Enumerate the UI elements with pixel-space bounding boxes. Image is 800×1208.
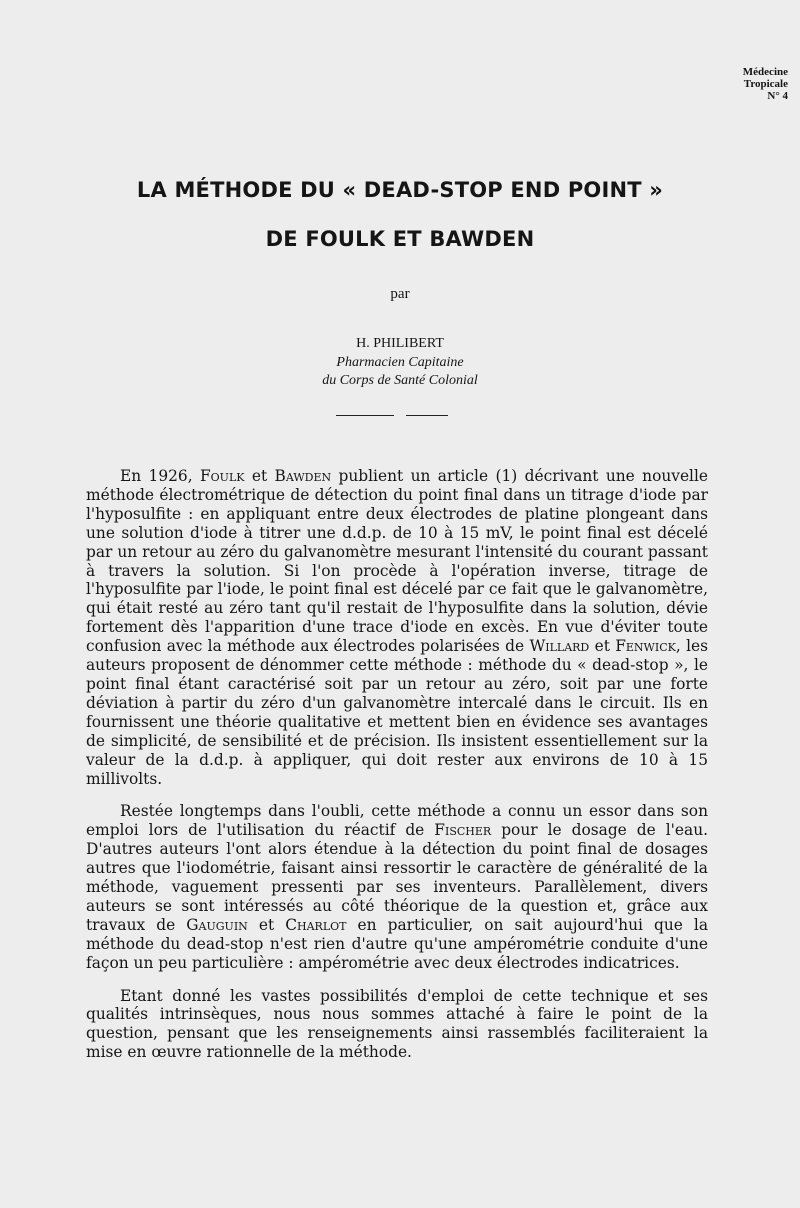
journal-header — [743, 66, 788, 102]
author-affiliation-line2: du Corps de Santé Colonial — [322, 373, 478, 388]
journal-name-line2: Tropicale — [743, 78, 788, 90]
author-name: H. PHILIBERT — [356, 336, 444, 351]
author-name-gauguin: Gauguin — [186, 915, 248, 934]
author-name-charlot: Charlot — [285, 915, 347, 934]
author-name-foulk: Foulk — [199, 467, 245, 485]
article-title-line2: DE FOULK ET BAWDEN — [265, 227, 535, 251]
text-run: , les auteurs proposent de dénommer cette méthode : méthode du « dead-stop », le point final étant caractérisé soit par un retour au zéro, soit par une forte déviation à partir du zéro d'un galvanomètre intercalé dans le circuit. Ils en fournissent une théorie qualitative et mettent bien en évidence ses avantages de simplicité, de sensibilité et de précision. Ils insistent essentiellement sur la valeur de la d.d.p. à appliquer, qui doit rester aux environs de 10 à 15 millivolts. — [86, 637, 708, 788]
journal-issue: N° 4 — [767, 90, 788, 102]
separator-rule-left — [336, 415, 394, 416]
text-run: publient un article (1) décrivant une nouvelle méthode électrométrique de détection du point final dans un titrage d'iode par l'hyposulfite : en appliquant entre deux électrodes de platine plongeant dans une solution d'iode à titrer une d.d.p. de 10 à 15 mV, le point final est décelé par un retour au zéro du galvanomètre mesurant l'intensité du courant passant à travers la solution. Si l'on procède à l'opération inverse, titrage de l'hyposulfite par l'iode, le point final est décelé par ce fait que le galvanomètre, qui était resté au zéro tant qu'il restait de l'hyposulfite dans la solution, dévie fortement dès l'apparition d'une trace d'iode en excès. En vue d'éviter toute confusion avec la méthode aux électrodes polarisées de — [86, 467, 709, 656]
text-run: pour le dosage de l'eau. D'autres auteurs l'ont alors étendue à la détection du point final de dosages autres que l'iodométrie, faisant ainsi ressortir le caractère de généralité de la méthode, vaguement pressenti par ses inventeurs. Parallèlement, divers auteurs se sont intéressés au côté théorique de la question et, grâce aux travaux de — [86, 821, 709, 934]
article-title-line1: LA MÉTHODE DU « DEAD-STOP END POINT » — [136, 178, 664, 202]
text-run: en particulier, on sait aujourd'hui que la méthode du dead-stop n'est rien d'autre qu'une ampérométrie conduite d'une façon un peu particulière : ampérométrie avec deux électrodes indicatrices. — [86, 915, 709, 972]
author-name-bawden: Bawden — [274, 467, 332, 485]
author-affiliation-line1: Pharmacien Capitaine — [336, 355, 464, 370]
text-run: En 1926, — [120, 467, 200, 485]
text-run: et — [247, 915, 286, 934]
text-run: Restée longtemps dans l'oubli, cette méthode a connu un essor dans son emploi lors de l'utilisation du réactif de — [86, 802, 708, 840]
author-name-fenwick: Fenwick — [615, 637, 676, 656]
separator-rule-right — [406, 415, 448, 416]
body-paragraph-1 — [86, 467, 708, 788]
body-paragraph-3: Etant donné les vastes possibilités d'emploi de cette technique et ses qualités intrinsèques, nous nous sommes attaché à faire le point de la question, pensant que les renseignements ainsi rassemblés faciliteraient la mise en œuvre rationnelle de la méthode. — [86, 986, 708, 1062]
author-name-willard: Willard — [529, 637, 590, 656]
article-body — [86, 467, 708, 1076]
text-run: et — [244, 467, 275, 485]
text-run: et — [589, 637, 616, 656]
journal-name-line1: Médecine — [742, 66, 788, 78]
by-label: par — [390, 286, 410, 302]
body-paragraph-2 — [86, 802, 708, 972]
author-name-fischer: Fischer — [434, 821, 492, 840]
